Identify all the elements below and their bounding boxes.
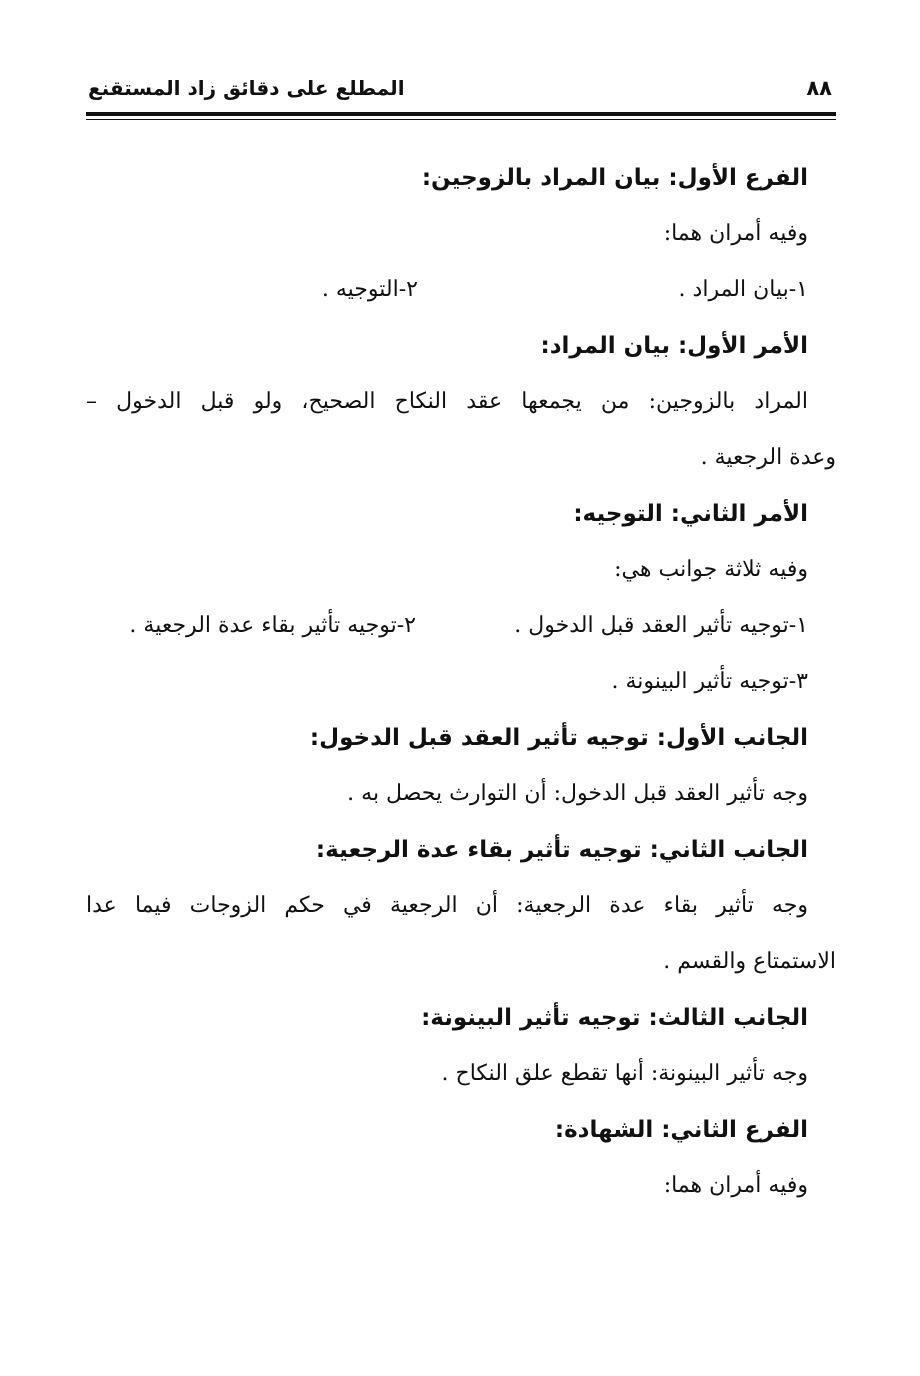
list-item: ٢-توجيه تأثير بقاء عدة الرجعية . bbox=[129, 613, 416, 638]
list-row bbox=[86, 262, 808, 318]
subheading-first-aspect: الجانب الأول: توجيه تأثير العقد قبل الدخول: bbox=[309, 725, 808, 751]
paragraph-line: وعدة الرجعية . bbox=[700, 445, 836, 470]
paragraph-line: وفيه أمران هما: bbox=[663, 221, 808, 246]
header-rule-thick bbox=[86, 112, 836, 116]
list-row bbox=[86, 598, 808, 654]
paragraph-line: وجه تأثير بقاء عدة الرجعية: أن الرجعية في حكم الزوجات فيما عدا bbox=[86, 893, 808, 918]
subheading-first-matter: الأمر الأول: بيان المراد: bbox=[540, 333, 808, 359]
paragraph-line: المراد بالزوجين: من يجمعها عقد النكاح الصحيح، ولو قبل الدخول – bbox=[86, 389, 808, 414]
subheading-third-aspect: الجانب الثالث: توجيه تأثير البينونة: bbox=[421, 1005, 808, 1031]
paragraph-line: وجه تأثير البينونة: أنها تقطع علق النكاح . bbox=[441, 1061, 808, 1086]
list-item: ٢-التوجيه . bbox=[321, 277, 418, 302]
section-heading-second-branch: الفرع الثاني: الشهادة: bbox=[554, 1117, 808, 1143]
list-item: ١-توجيه تأثير العقد قبل الدخول . bbox=[514, 613, 808, 638]
subheading-second-aspect: الجانب الثاني: توجيه تأثير بقاء عدة الرجعية: bbox=[315, 837, 808, 863]
paragraph-line: وجه تأثير العقد قبل الدخول: أن التوارث يحصل به . bbox=[347, 781, 808, 806]
page-header bbox=[88, 76, 832, 110]
list-item: ٣-توجيه تأثير البينونة . bbox=[611, 669, 808, 694]
paragraph-line: وفيه ثلاثة جوانب هي: bbox=[614, 557, 808, 582]
book-title: المطلع على دقائق زاد المستقنع bbox=[88, 76, 405, 100]
subheading-second-matter: الأمر الثاني: التوجيه: bbox=[573, 501, 808, 527]
section-heading-first-branch: الفرع الأول: بيان المراد بالزوجين: bbox=[421, 165, 808, 191]
header-rule-thin bbox=[86, 119, 836, 120]
page-number: ٨٨ bbox=[806, 76, 832, 100]
page-body bbox=[86, 150, 836, 1214]
paragraph-line: الاستمتاع والقسم . bbox=[663, 949, 836, 974]
paragraph-line: وفيه أمران هما: bbox=[663, 1173, 808, 1198]
list-item: ١-بيان المراد . bbox=[678, 277, 808, 302]
